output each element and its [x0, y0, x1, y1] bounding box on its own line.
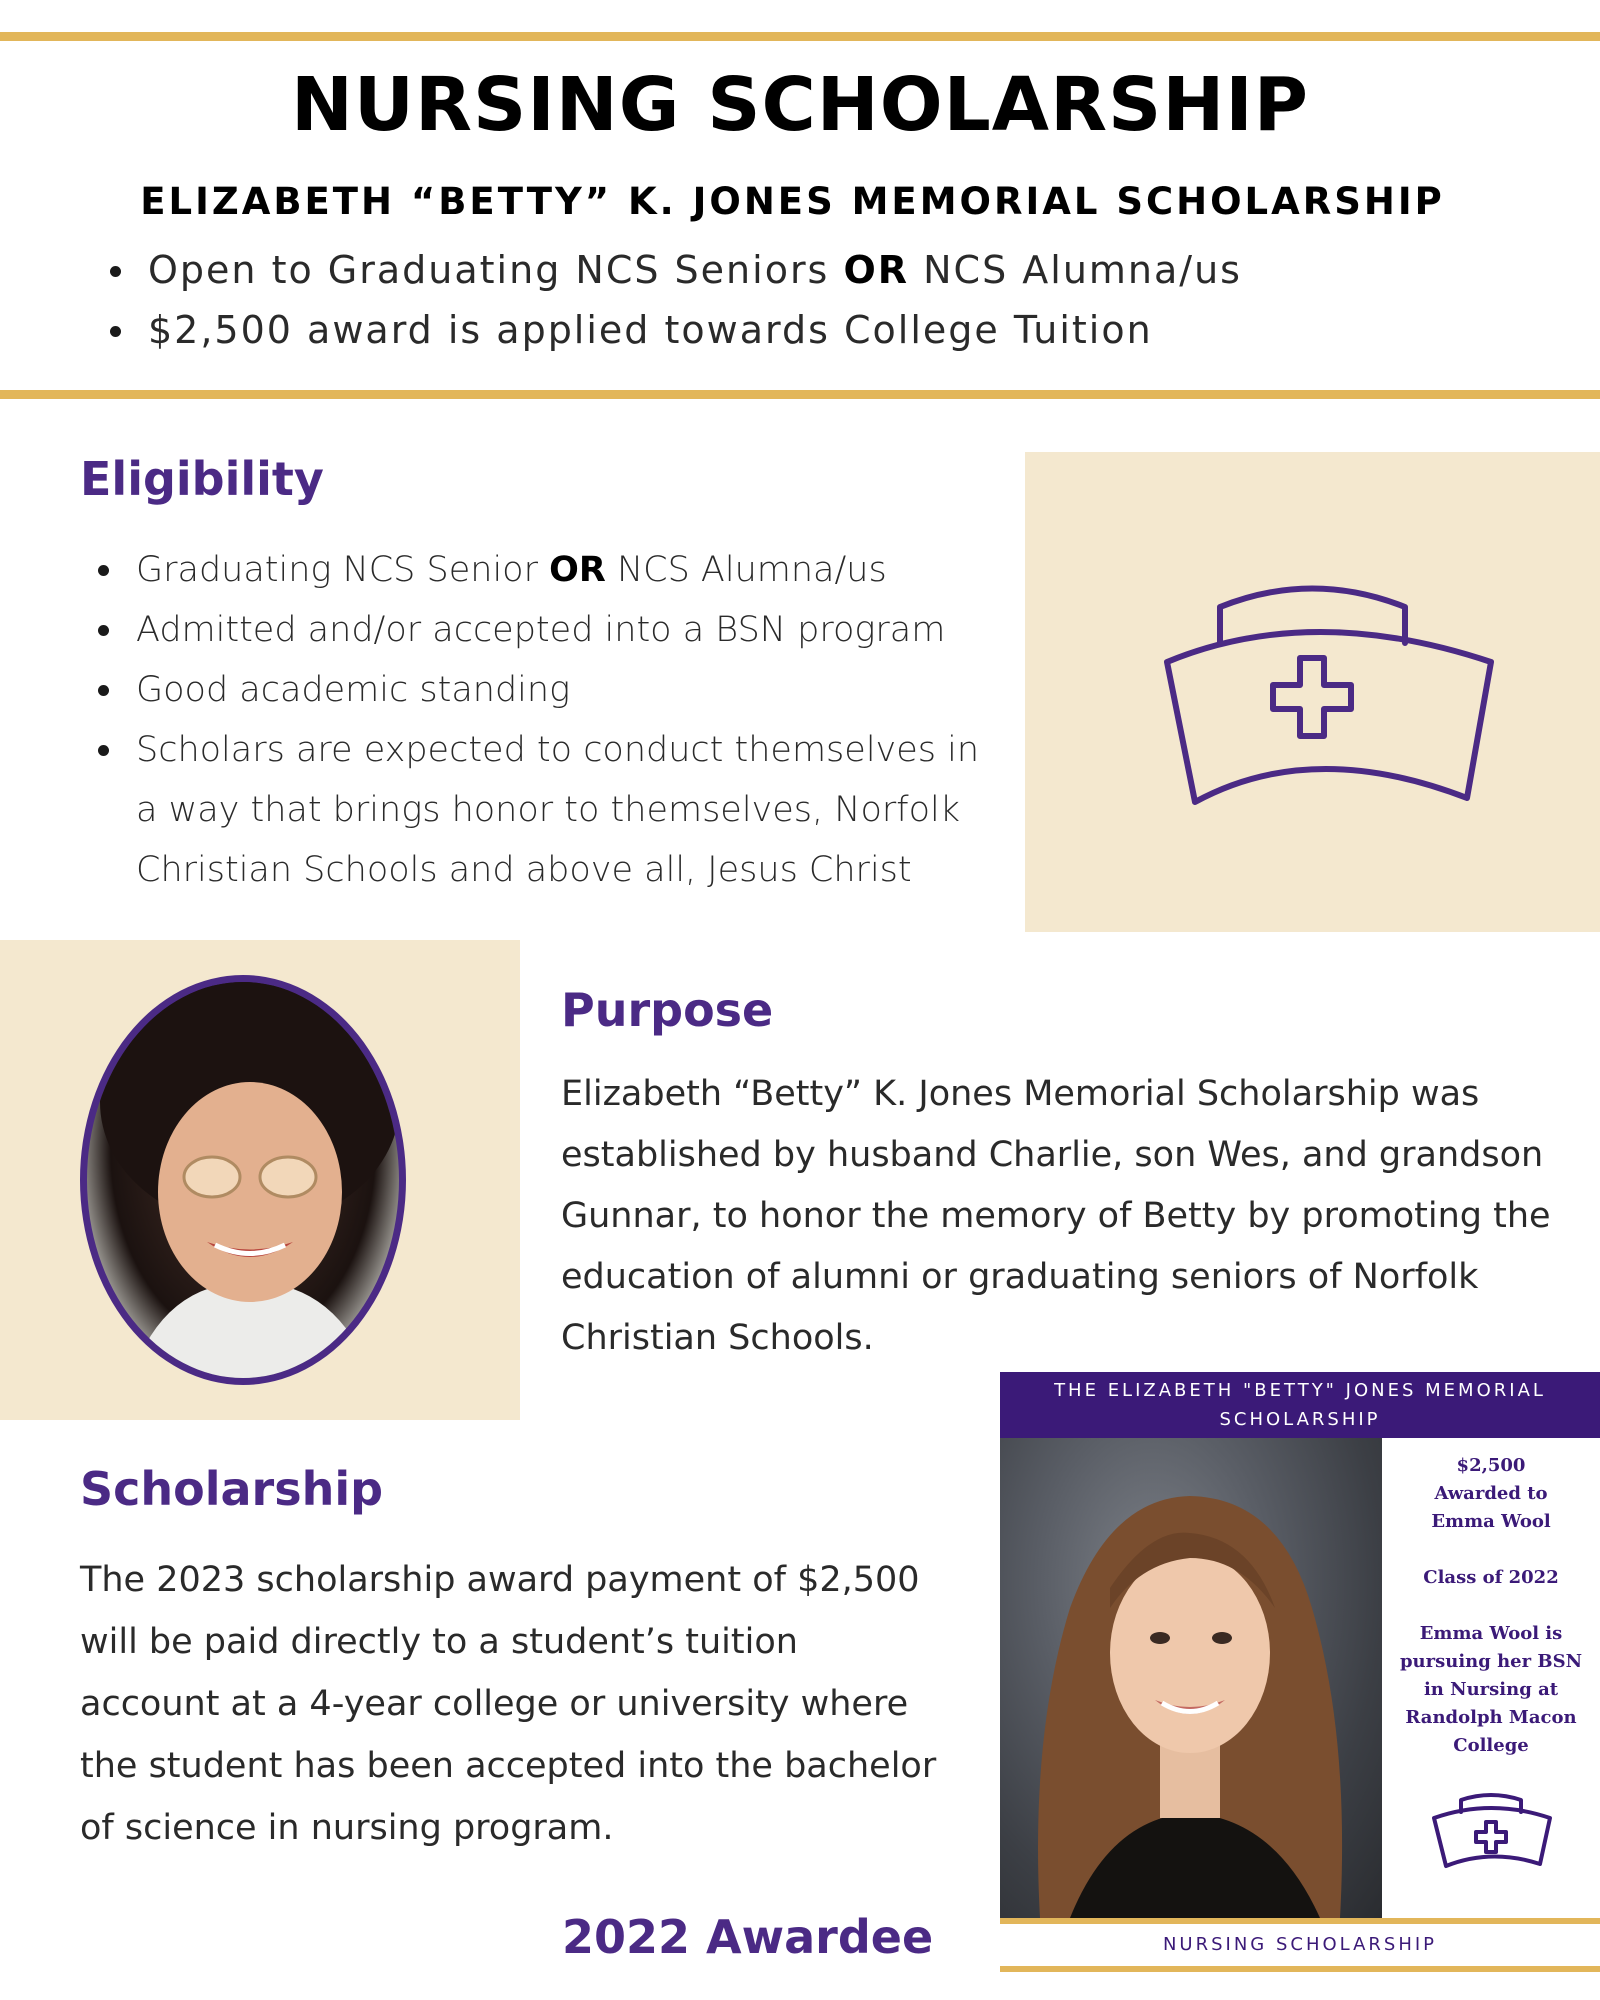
awardee-card-gold-rule-top — [1000, 1918, 1600, 1924]
header-bullet-open-to: Open to Graduating NCS Seniors OR NCS Alumna/us — [108, 240, 1242, 300]
purpose-text: Elizabeth “Betty” K. Jones Memorial Scholarship was established by husband Charlie, son Wes, and grandson Gunnar, to honor the memory of Betty by promoting the education of alumni or graduating seniors of Norfolk Christian Schools. — [561, 1074, 1551, 1358]
header-bottom-gold-rule — [0, 390, 1600, 399]
top-gold-rule — [0, 32, 1600, 41]
portrait-image — [87, 982, 406, 1385]
eligibility-item: Admitted and/or accepted into a BSN program — [98, 600, 988, 660]
small-nurse-cap-icon — [1416, 1782, 1566, 1882]
award-pursuit-text: Emma Wool is pursuing her BSN in Nursing at Randolph Macon College — [1399, 1623, 1583, 1756]
scholarship-heading: Scholarship — [80, 1462, 384, 1516]
awardee-card-title: THE ELIZABETH "BETTY" JONES MEMORIAL SCHOLARSHIP — [1000, 1372, 1600, 1438]
awardee-details — [1382, 1438, 1600, 1918]
page-title: NURSING SCHOLARSHIP — [290, 62, 1310, 148]
awardee-card — [1000, 1372, 1600, 1972]
header-bullet-list — [108, 240, 1242, 360]
eligibility-item: Graduating NCS Senior OR NCS Alumna/us — [98, 540, 988, 600]
award-class-text: Class of 2022 — [1423, 1567, 1559, 1588]
purpose-heading: Purpose — [561, 983, 774, 1037]
header-bullet-award: $2,500 award is applied towards College Tuition — [108, 300, 1242, 360]
awardee-card-footer: NURSING SCHOLARSHIP — [1162, 1934, 1438, 1955]
award-amount-text: $2,500 Awarded to Emma Wool — [1431, 1455, 1551, 1532]
awardee-card-gold-rule-bottom — [1000, 1966, 1600, 1972]
awardee-caption: 2022 Awardee — [562, 1910, 934, 1964]
eligibility-item: Good academic standing — [98, 660, 988, 720]
emma-wool-photo — [1000, 1438, 1382, 1918]
scholarship-text: The 2023 scholarship award payment of $2,500 will be paid directly to a student’s tuition account at a 4-year college or university where the student has been accepted into the bachelor of science in nursing program. — [80, 1560, 937, 1848]
betty-jones-portrait — [80, 975, 406, 1385]
nurse-cap-panel — [1025, 452, 1600, 932]
page-subtitle: ELIZABETH “BETTY” K. JONES MEMORIAL SCHOLARSHIP — [140, 180, 1445, 223]
eligibility-list — [98, 540, 988, 900]
awardee-photo-image — [1000, 1438, 1382, 1918]
eligibility-item: Scholars are expected to conduct themselves in a way that brings honor to themselves, Norfolk Christian Schools and above all, Jesus Christ — [98, 720, 988, 900]
nurse-cap-icon — [1025, 452, 1600, 932]
eligibility-heading: Eligibility — [80, 452, 324, 506]
